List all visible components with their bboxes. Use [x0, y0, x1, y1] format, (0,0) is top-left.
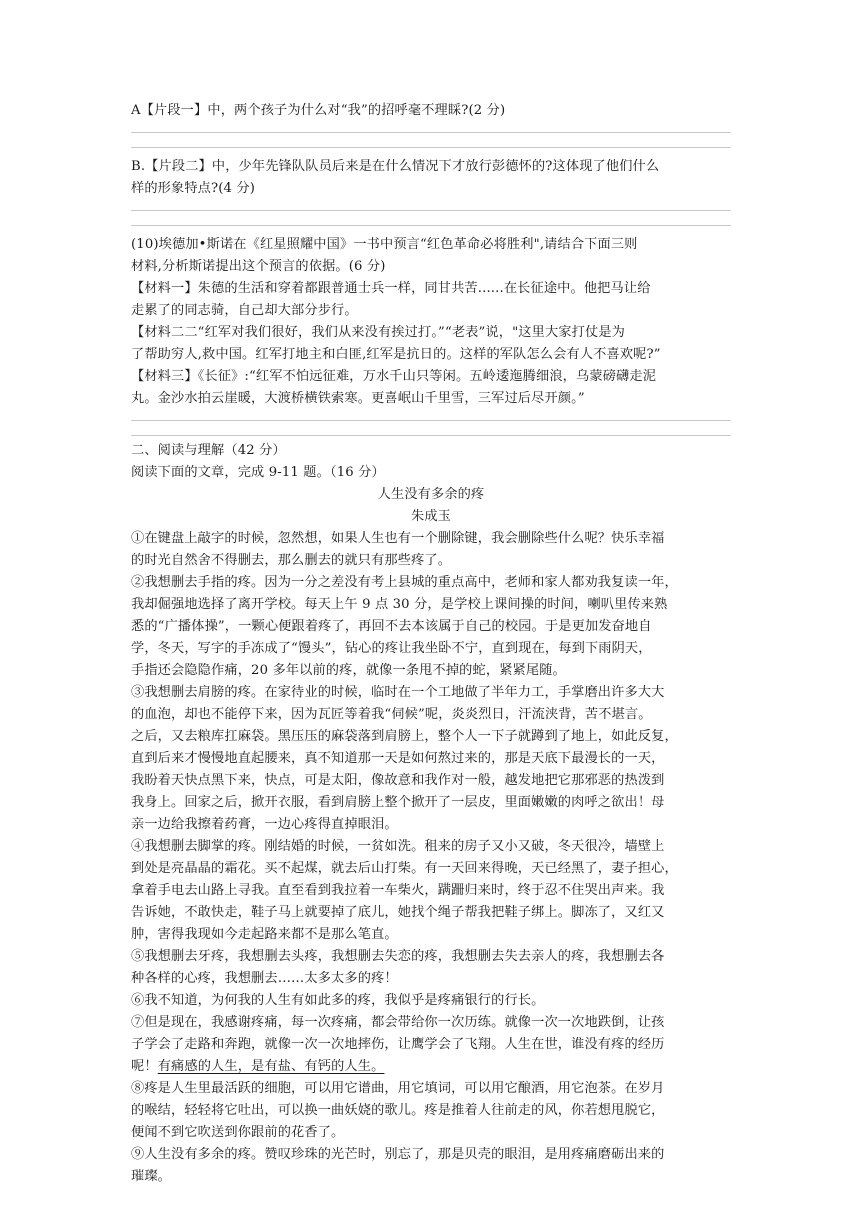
paragraph-7: [131, 1056, 731, 1078]
paragraph-5: 种各样的心疼，我想删去……太多太多的疼！: [131, 971, 398, 986]
paragraph-5: ⑤我想删去牙疼，我想删去头疼，我想删去失恋的疼，我想删去失去亲人的疼，我想删去各: [131, 949, 665, 964]
paragraph-8: ⑧疼是人生里最活跃的细胞，可以用它谱曲，用它填词，可以用它酿酒，用它泡茶。在岁月: [131, 1081, 665, 1096]
paragraph-7: ⑦但是现在，我感谢疼痛，每一次疼痛，都会带给你一次历练。就像一次一次地跌倒，让孩: [131, 1015, 665, 1030]
paragraph-4: 拿着手电去山路上寻我。直至看到我拉着一车柴火，蹒跚归来时，终于忍不住哭出声来。我: [131, 883, 665, 898]
material-3-line1: 【材料三】《长征》:“红军不怕远征难，万水千山只等闲。五岭逶迤腾细浪，乌蒙磅礴走泥: [131, 369, 657, 384]
paragraph-7-text: 呢！: [131, 1059, 158, 1074]
paragraph-3: 的血泡，却也不能停下来，因为瓦匠等着我“伺候”呢，炎炎烈日，汗流浃背，苦不堪言。: [131, 707, 652, 722]
question-b-line2: 样的形象特点?(4 分): [131, 181, 256, 196]
paragraph-3: 我盼着天快点黑下来，快点，可是太阳，像故意和我作对一般，越发地把它那邪恶的热泼到: [131, 773, 665, 788]
document-page: [131, 100, 731, 1188]
article-title: 人生没有多余的疼: [377, 487, 485, 502]
paragraph-9: 璀璨。: [131, 1169, 172, 1184]
paragraph-3: 我身上。回家之后，掀开衣服，看到肩膀上整个掀开了一层皮，里面嫩嫩的肉呼之欲出！母: [131, 795, 665, 810]
material-1-line1: 【材料一】朱德的生活和穿着都跟普通士兵一样，同甘共苦......在长征途中。他把马让给: [131, 281, 651, 296]
material-3-line2: 丸。金沙水拍云崖暖，大渡桥横铁索寒。更喜岷山千里雪，三军过后尽开颜。”: [131, 391, 585, 406]
underlined-sentence: 有痛感的人生，是有盐、有钙的人生。: [157, 1059, 385, 1074]
paragraph-2: ②我想删去手指的疼。因为一分之差没有考上县城的重点高中，老师和家人都劝我复读一年，: [131, 575, 678, 590]
section-instruction: 阅读下面的文章，完成 9-11 题。（16 分）: [131, 465, 385, 480]
paragraph-6: ⑥我不知道，为何我的人生有如此多的疼，我似乎是疼痛银行的行长。: [131, 993, 545, 1008]
paragraph-8: 便闻不到它吹送到你跟前的花香了。: [131, 1125, 345, 1140]
paragraph-2: 手指还会隐隐作痛，20 多年以前的疼，就像一条甩不掉的蛇，紧紧尾随。: [131, 663, 566, 678]
paragraph-9: ⑨人生没有多余的疼。赞叹珍珠的光芒时，别忘了，那是贝壳的眼泪，是用疼痛磨砺出来的: [131, 1147, 665, 1162]
question-10-line1: (10)埃德加•斯诺在《红星照耀中国》一书中预言“红色革命必将胜利",请结合下面三则: [131, 237, 638, 252]
paragraph-4: ④我想删去脚掌的疼。刚结婚的时候，一贫如洗。租来的房子又小又破，冬天很冷，墙壁上: [131, 839, 665, 854]
question-10-line2: 材料,分析斯诺提出这个预言的依据。(6 分): [131, 259, 386, 274]
section-heading: 二、阅读与理解（42 分）: [131, 443, 286, 458]
paragraph-4: 肿，害得我现如今走起路来都不是那么笔直。: [131, 927, 398, 942]
paragraph-2: 学，冬天，写字的手冻成了“馒头”，钻心的疼让我坐卧不宁，直到现在，每到下雨阴天，: [131, 641, 652, 656]
paragraph-3: 之后，又去粮库扛麻袋。黑压压的麻袋落到肩膀上，整个人一下子就蹲到了地上，如此反复，: [131, 729, 678, 744]
material-1-line2: 走累了的同志骑，自己却大部分步行。: [131, 303, 358, 318]
paragraph-8: 的喉结，轻轻将它吐出，可以换一曲妖娆的歌儿。疼是推着人往前走的风，你若想甩脱它，: [131, 1103, 665, 1118]
paragraph-3: 直到后来才慢慢地直起腰来，真不知道那一天是如何熬过来的，那是天底下最漫长的一天，: [131, 751, 665, 766]
paragraph-2: 我却倔强地选择了离开学校。每天上午 9 点 30 分，是学校上课间操的时间，喇叭里传来熟: [131, 597, 668, 612]
material-2-line1: 【材料二二“红军对我们很好，我们从来没有挨过打。”“老表”说，"这里大家打仗是为: [131, 325, 625, 340]
material-2-line2: 了帮助穷人,救中国。红军打地主和白匪,红军是抗日的。这样的军队怎么会有人不喜欢呢?”: [131, 347, 661, 362]
paragraph-1: 的时光自然舍不得删去，那么删去的就只有那些疼了。: [131, 553, 452, 568]
paragraph-4: 到处是亮晶晶的霜花。买不起煤，就去后山打柴。有一天回来得晚，天已经黑了，妻子担心，: [131, 861, 678, 876]
paragraph-3: 亲一边给我擦着药膏，一边心疼得直掉眼泪。: [131, 817, 398, 832]
paragraph-4: 告诉她，不敢快走，鞋子马上就要掉了底儿，她找个绳子帮我把鞋子绑上。脚冻了，又红又: [131, 905, 665, 920]
paragraph-3: ③我想删去肩膀的疼。在家待业的时候，临时在一个工地做了半年力工，手掌磨出许多大大: [131, 685, 665, 700]
paragraph-2: 悉的“广播体操”，一颗心便跟着疼了，再回不去本该属于自己的校园。于是更加发奋地自: [131, 619, 652, 634]
article-author: 朱成玉: [410, 509, 451, 524]
paragraph-7: 子学会了走路和奔跑，就像一次一次地摔伤，让鹰学会了飞翔。人生在世，谁没有疼的经历: [131, 1037, 665, 1052]
question-b-line1: B.【片段二】中，少年先锋队队员后来是在什么情况下才放行彭德怀的?这体现了他们什么: [131, 159, 660, 174]
question-a: A【片段一】中，两个孩子为什么对“我”的招呼毫不理睬?(2 分): [131, 103, 506, 118]
paragraph-1: ①在键盘上敲字的时候，忽然想，如果人生也有一个删除键，我会删除些什么呢？快乐幸福: [131, 531, 665, 546]
